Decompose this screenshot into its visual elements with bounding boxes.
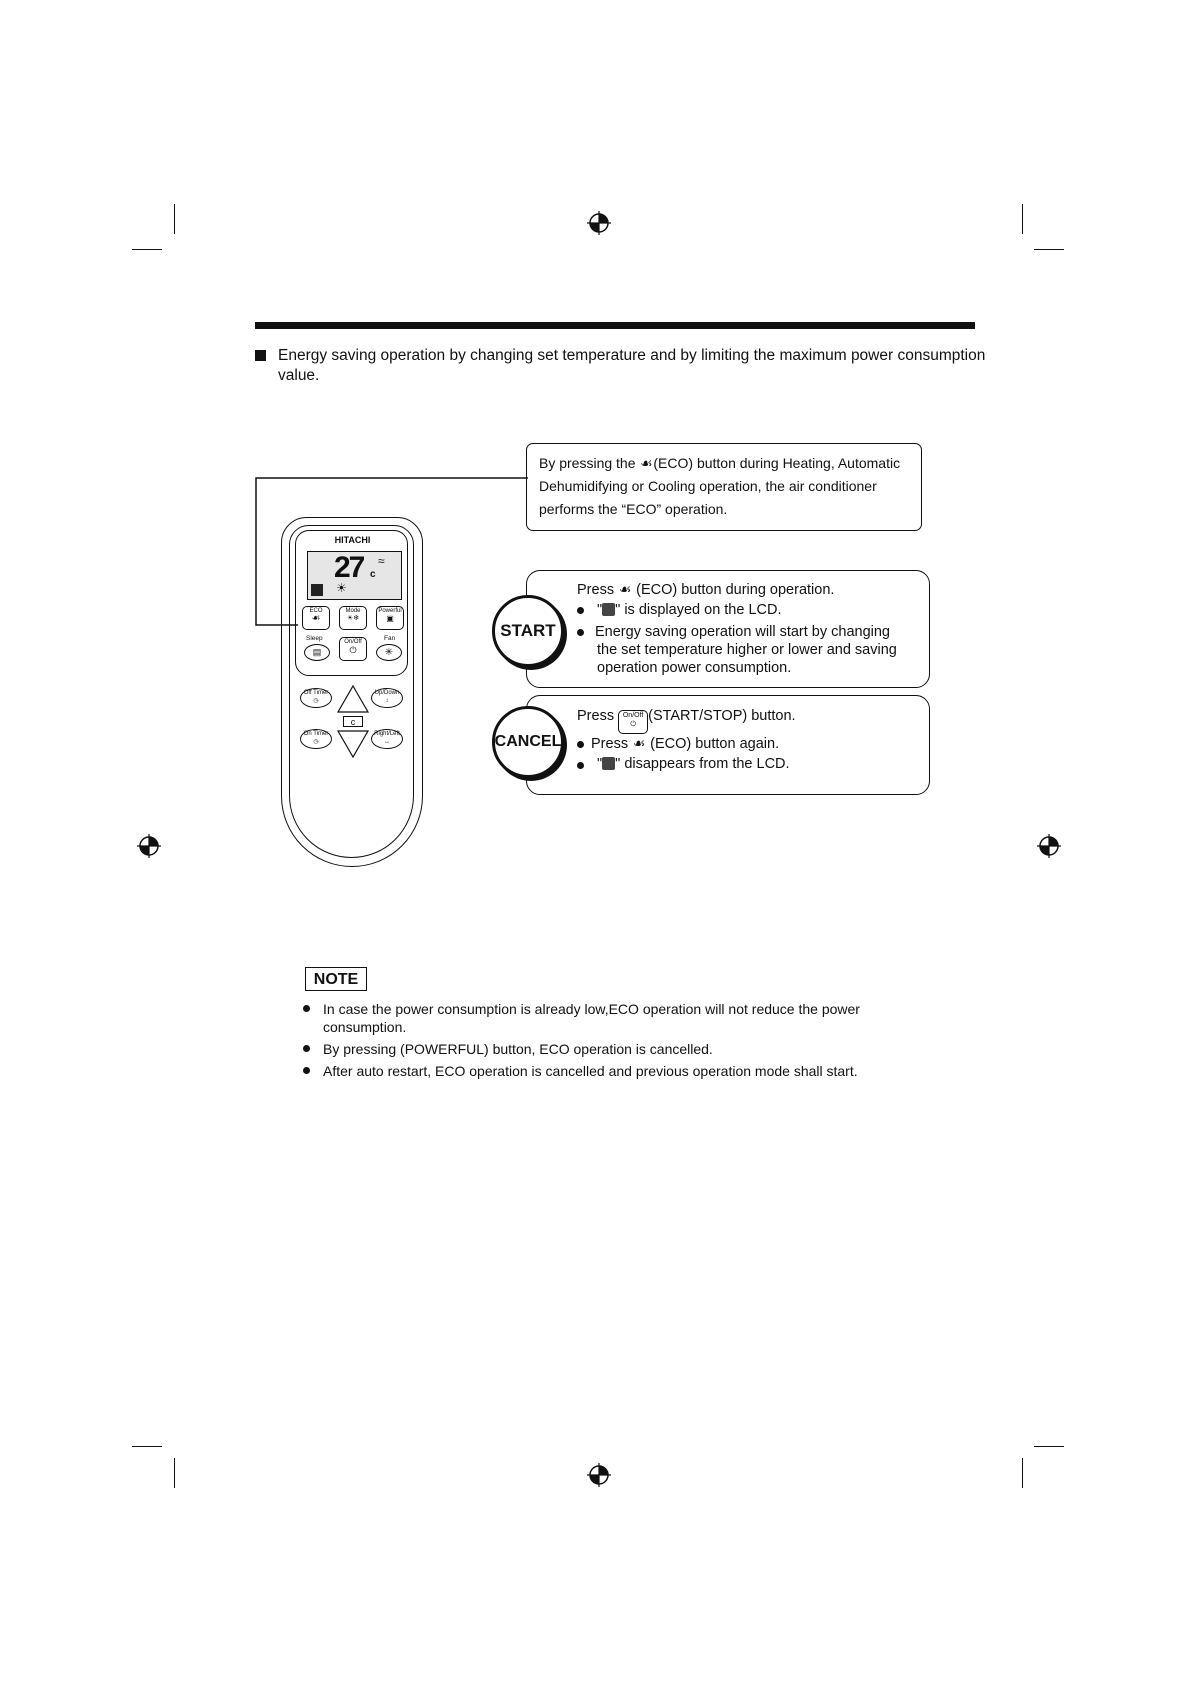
eco-leaf-icon: ☙: [632, 735, 646, 751]
lcd-eco-icon: [602, 603, 615, 616]
intro-text: Energy saving operation by changing set temperature and by limiting the maximum power consumption value.: [278, 347, 986, 384]
clock-icon: ◷: [313, 739, 319, 745]
cancel-line1: [577, 708, 796, 734]
lcd-heat-icon: ☀: [336, 581, 347, 595]
temp-unit-label: c: [343, 716, 363, 727]
lcd-eco-icon: [602, 757, 615, 770]
crop-mark-br-v: [1022, 1458, 1023, 1488]
bullet-icon: [577, 607, 584, 614]
lcd-temperature: 27: [334, 551, 364, 584]
crop-mark-bl-h: [132, 1446, 162, 1447]
remote-control: [281, 517, 423, 867]
up-down-label: Up/Down: [374, 690, 400, 696]
power-icon: ⏻: [349, 645, 357, 655]
remote-lcd: [307, 551, 402, 600]
square-bullet-icon: [255, 350, 266, 361]
start-bullet1-text: " is displayed on the LCD.: [615, 602, 782, 618]
callout-line1: (ECO) button during Heating, Automatic: [653, 455, 901, 471]
start-bullet2-line2: the set temperature higher or lower and saving: [597, 642, 897, 658]
cancel-badge: CANCEL: [492, 706, 564, 778]
on-off-button[interactable]: [339, 637, 367, 661]
right-left-button[interactable]: [371, 729, 403, 749]
note-item: [300, 1040, 920, 1058]
sleep-label: Sleep: [306, 635, 323, 642]
temp-up-button[interactable]: [336, 684, 370, 714]
cancel-bullet1-prefix: Press: [591, 736, 629, 752]
start-line1-prefix: Press: [577, 582, 615, 598]
start-bullet2-line3: operation power consumption.: [597, 660, 792, 676]
bullet-icon: [577, 762, 584, 769]
crop-mark-bl-v: [174, 1458, 175, 1488]
on-timer-label: On Timer: [303, 731, 329, 737]
eco-callout-box: [526, 443, 922, 531]
mode-icons: ☀❄: [346, 615, 360, 622]
bullet-icon: [303, 1067, 310, 1074]
fan-button[interactable]: ✳: [376, 644, 402, 661]
eco-button[interactable]: [302, 606, 330, 630]
callout-prefix: By pressing the: [539, 455, 636, 471]
note-item: [300, 1000, 920, 1036]
registration-mark-right: [1036, 833, 1062, 859]
note-item-text: By pressing (POWERFUL) button, ECO operation is cancelled.: [323, 1041, 713, 1057]
quote-open: ": [597, 602, 603, 618]
cancel-bullet1-suffix: (ECO) button again.: [650, 736, 780, 752]
temp-down-button[interactable]: [336, 729, 370, 759]
powerful-button-label: Powerful: [378, 608, 402, 614]
eco-leaf-icon: ☙: [618, 581, 632, 597]
note-list: [300, 1000, 920, 1084]
start-line1-suffix: (ECO) button during operation.: [636, 582, 835, 598]
start-bullet1: [597, 602, 782, 618]
cancel-step-box: [526, 695, 930, 795]
crop-mark-tl-v: [174, 204, 175, 234]
on-off-button-icon: On/Off ⏻: [618, 710, 648, 734]
registration-mark-top: [586, 210, 612, 236]
on-timer-button[interactable]: [300, 729, 332, 749]
crop-mark-tr-h: [1034, 249, 1064, 250]
crop-mark-tr-v: [1022, 204, 1023, 234]
powerful-button[interactable]: [376, 606, 404, 630]
mode-button[interactable]: [339, 606, 367, 630]
bullet-icon: [577, 629, 584, 636]
clock-icon: ◷: [313, 698, 319, 704]
note-item-text: In case the power consumption is already low,ECO operation will not reduce the power consumption.: [323, 1001, 860, 1035]
on-off-button-label: On/Off: [344, 639, 362, 645]
quote-open: ": [597, 756, 603, 772]
cancel-line1-prefix: Press: [577, 708, 615, 724]
callout-line2: Dehumidifying or Cooling operation, the air conditioner: [539, 478, 877, 494]
bullet-icon: [577, 741, 584, 748]
remote-brand: HITACHI: [334, 535, 371, 545]
swing-icon: ↕: [385, 698, 389, 704]
callout-line3: performs the “ECO” operation.: [539, 501, 728, 517]
lcd-eco-icon: [311, 584, 323, 596]
right-left-label: Right/Left: [374, 731, 400, 737]
up-down-button[interactable]: [371, 688, 403, 708]
registration-mark-bottom: [586, 1462, 612, 1488]
sleep-button[interactable]: ▤: [304, 644, 330, 661]
section-rule: [255, 322, 975, 329]
fan-label: Fan: [384, 635, 396, 642]
cancel-bullet1: [591, 735, 779, 752]
off-timer-button[interactable]: [300, 688, 332, 708]
start-step-box: [526, 570, 930, 688]
lcd-louver-icon: ≈: [378, 554, 385, 568]
eco-leaf-icon: ☙: [640, 455, 653, 471]
cancel-line1-suffix: (START/STOP) button.: [648, 708, 796, 724]
on-off-mini-label: On/Off: [622, 712, 644, 719]
bullet-icon: [303, 1045, 310, 1052]
eco-leaf-icon: ☙: [311, 613, 321, 624]
eco-button-label: ECO: [309, 608, 323, 614]
powerful-icon: ▣: [386, 614, 394, 623]
registration-mark-left: [136, 833, 162, 859]
remote-top-panel: [295, 530, 408, 676]
note-tag: NOTE: [305, 967, 367, 991]
mode-button-label: Mode: [345, 608, 361, 614]
crop-mark-br-h: [1034, 1446, 1064, 1447]
remote-inner-outline: [289, 525, 414, 858]
note-item-text: After auto restart, ECO operation is cancelled and previous operation mode shall start.: [323, 1063, 858, 1079]
off-timer-label: Off Timer: [303, 690, 329, 696]
cancel-bullet2: [597, 756, 790, 772]
note-item: [300, 1062, 920, 1080]
start-bullet2-line1: Energy saving operation will start by changing: [595, 624, 890, 640]
lcd-unit: c: [370, 569, 376, 580]
cancel-bullet2-text: " disappears from the LCD.: [615, 756, 790, 772]
louver-icon: ↔: [384, 739, 390, 745]
bullet-icon: [303, 1005, 310, 1012]
crop-mark-tl-h: [132, 249, 162, 250]
start-line1: [577, 581, 834, 598]
start-badge: START: [492, 595, 564, 667]
